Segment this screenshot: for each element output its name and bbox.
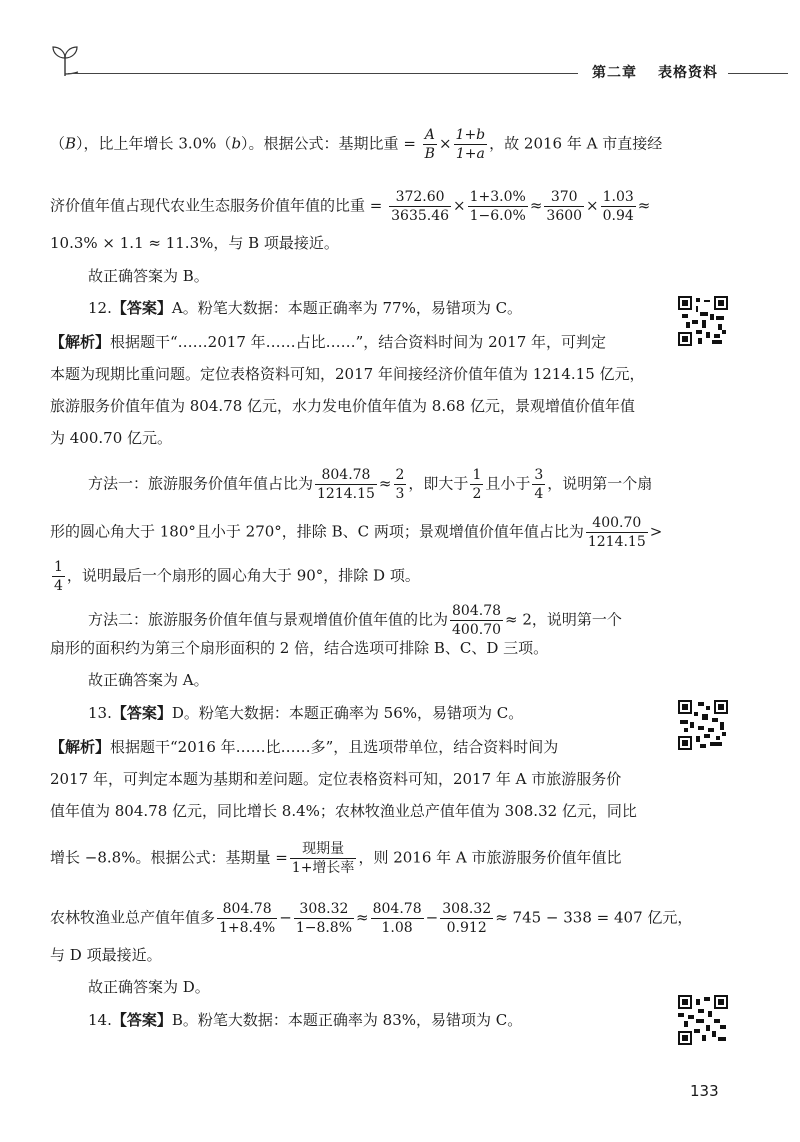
text-line: 与 D 项最接近。 [50, 946, 162, 964]
text-line: 扇形的面积约为第三个扇形面积的 2 倍，结合选项可排除 B、C、D 三项。 [50, 639, 549, 657]
fraction: $\frac{1.03}{0.94}$ [602, 189, 634, 224]
text-line: 【解析】根据题干“……2017 年……占比……”，结合资料时间为 2017 年，可判定 [50, 333, 607, 351]
chapter-label: 第二章 [592, 65, 637, 81]
text-line: 为 400.70 亿元。 [50, 429, 173, 447]
answer-line-12: 12.【答案】A。粉笔大数据：本题正确率为 77%，易错项为 C。 [88, 299, 523, 317]
page-number: 133 [690, 1082, 719, 1100]
text-line: 值年值为 804.78 亿元，同比增长 8.4%；农林牧渔业总产值年值为 308.32 亿元，同比 [50, 802, 637, 820]
text-line: $\frac{1}{4}$ ，说明最后一个扇形的圆心角大于 90°，排除 D 项。 [54, 559, 420, 594]
text-line: 2017 年，可判定本题为基期和差问题。定位表格资料可知，2017 年 A 市旅游服务价 [50, 770, 622, 788]
text-line: 10.3% × 1.1 ≈ 11.3%，与 B 项最接近。 [50, 234, 339, 252]
fraction: $\frac{308.32}{0.912}$ [442, 901, 492, 936]
page-header [0, 0, 800, 90]
text-line: 【解析】根据题干“2016 年……比……多”，且选项带单位，结合资料时间为 [50, 738, 559, 756]
fraction: $\frac{804.78}{1.08}$ [372, 901, 422, 936]
conclusion-line: 故正确答案为 A。 [88, 671, 209, 689]
text-line: 本题为现期比重问题。定位表格资料可知，2017 年间接经济价值年值为 1214.15 亿元， [50, 365, 645, 383]
fraction: $\frac{400.70}{1214.15}$ [587, 515, 646, 550]
text-line: 方法二：旅游服务价值年值与景观增值价值年值的比为 $\frac{804.78}{400.70}$ ≈ 2，说明第一个 [88, 603, 622, 638]
conclusion-line: 故正确答案为 D。 [88, 978, 210, 996]
fraction: $\frac{1+b}{1+a}$ [455, 127, 486, 162]
fraction: $\frac{1}{2}$ [472, 467, 482, 502]
qr-code-icon[interactable] [678, 296, 728, 346]
answer-line-14: 14.【答案】B。粉笔大数据：本题正确率为 83%，易错项为 C。 [88, 1011, 523, 1029]
text-line: 增长 −8.8%。根据公式：基期量 = $\frac{\text{现期量}}{\text{1+增长率}}$ ，则 2016 年 A 市旅游服务价值年值比 [50, 841, 622, 876]
fraction: $\frac{3}{4}$ [534, 467, 544, 502]
fraction: $\frac{804.78}{1214.15}$ [317, 467, 375, 502]
conclusion-line: 故正确答案为 B。 [88, 267, 209, 285]
fraction: $\frac{372.60}{3635.46}$ [391, 189, 450, 224]
text-line: 旅游服务价值年值为 804.78 亿元，水力发电价值年值为 8.68 亿元，景观增值价值年值 [50, 397, 635, 415]
fraction: $\frac{A}{B}$ [424, 127, 435, 162]
fraction: $\frac{804.78}{1+8.4\%}$ [219, 901, 276, 936]
text-line: 形的圆心角大于 180°且小于 270°，排除 B、C 两项；景观增值价值年值占比为 $\frac{400.70}{1214.15}$ > [50, 515, 663, 550]
fraction: $\frac{308.32}{1-8.8\%}$ [295, 901, 353, 936]
fraction: $\frac{1+3.0\%}{1-6.0\%}$ [469, 189, 526, 224]
fraction: $\frac{1}{4}$ [54, 559, 63, 594]
text-line: （B），比上年增长 3.0%（b）。根据公式：基期比重 = $\frac{A}{B}$ × $\frac{1+b}{1+a}$ ，故 2016 年 A 市直接经 [50, 127, 663, 162]
qr-code-icon[interactable] [678, 995, 728, 1045]
answer-line-13: 13.【答案】D。粉笔大数据：本题正确率为 56%，易错项为 C。 [88, 704, 524, 722]
text-line: 方法一：旅游服务价值年值占比为 $\frac{804.78}{1214.15}$ ≈ $\frac{2}{3}$ ，即大于 $\frac{1}{2}$ 且小于 $\frac{3}{4}$ ，说明第一个扇 [88, 467, 653, 502]
fraction: $\frac{804.78}{400.70}$ [452, 603, 502, 638]
section-label: 表格资料 [658, 65, 718, 81]
text-line: 济价值年值占现代农业生态服务价值年值的比重 = $\frac{372.60}{3635.46}$ × $\frac{1+3.0\%}{1-6.0\%}$ ≈ $\frac{370}{3600}$ × $\frac{1.03}{0.94}$ ≈ [50, 189, 651, 224]
fraction: $\frac{370}{3600}$ [546, 189, 583, 224]
qr-code-icon[interactable] [678, 700, 728, 750]
header-rule-left [68, 73, 578, 74]
header-rule-right [728, 73, 788, 74]
fraction: $\frac{\text{现期量}}{\text{1+增长率}}$ [291, 841, 355, 876]
fraction: $\frac{2}{3}$ [395, 467, 405, 502]
text-line: 农林牧渔业总产值年值多 $\frac{804.78}{1+8.4\%}$ − $\frac{308.32}{1-8.8\%}$ ≈ $\frac{804.78}{1.08}$ − $\frac{308.32}{0.912}$ ≈ 745 − 338 = 407 亿元， [50, 901, 693, 936]
